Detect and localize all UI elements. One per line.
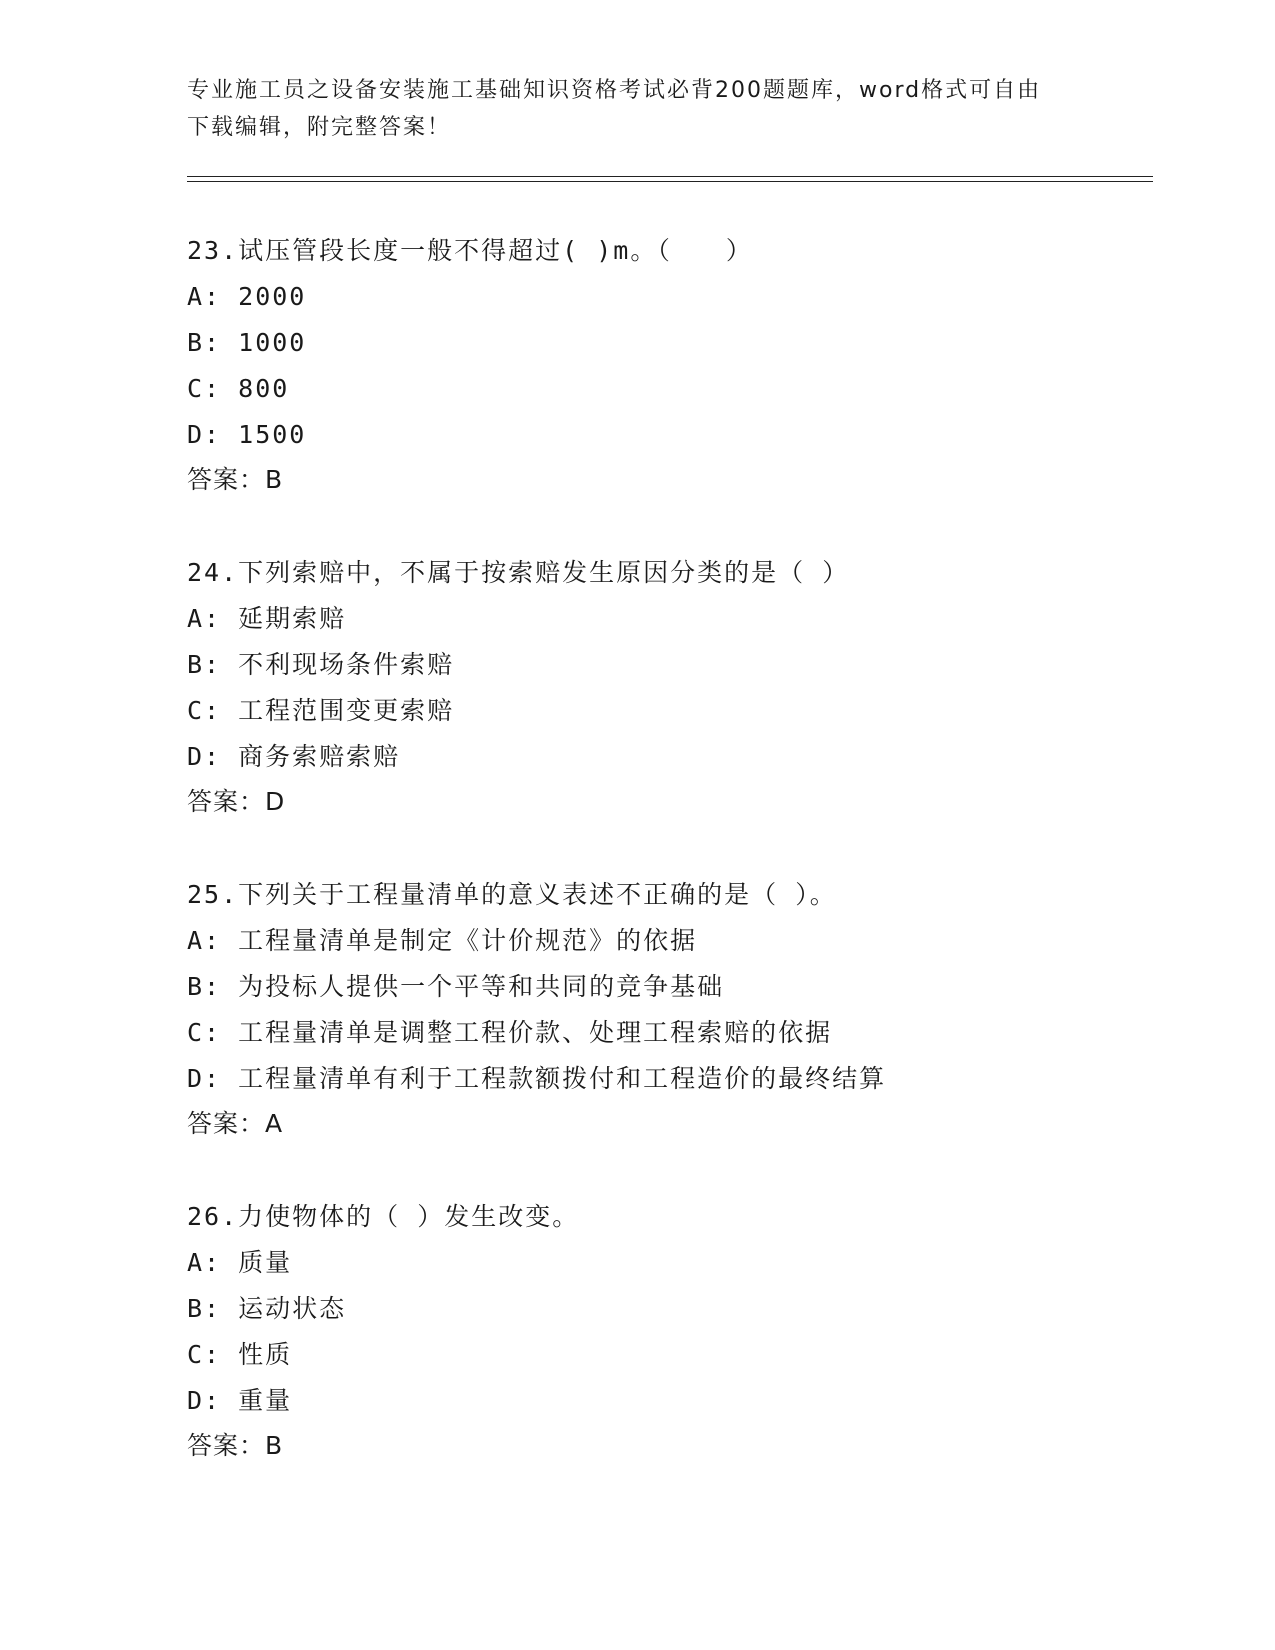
question-title: 23.试压管段长度一般不得超过( )m。（ ） — [187, 236, 753, 265]
header-divider-bottom — [187, 181, 1153, 182]
question-25 — [187, 872, 1187, 1146]
option-c: C: 工程范围变更索赔 — [187, 696, 455, 725]
question-title: 24.下列索赔中，不属于按索赔发生原因分类的是（ ） — [187, 558, 850, 587]
answer: 答案：B — [187, 465, 284, 494]
question-24 — [187, 550, 1187, 824]
option-a: A: 工程量清单是制定《计价规范》的依据 — [187, 926, 698, 955]
option-b: B: 1000 — [187, 328, 307, 357]
option-a: A: 质量 — [187, 1248, 293, 1277]
option-d: D: 重量 — [187, 1386, 293, 1415]
header-line-2: 下载编辑，附完整答案！ — [187, 115, 452, 140]
option-d: D: 商务索赔索赔 — [187, 742, 401, 771]
option-d: D: 工程量清单有利于工程款额拨付和工程造价的最终结算 — [187, 1064, 887, 1093]
answer: 答案：A — [187, 1109, 284, 1138]
answer: 答案：D — [187, 787, 286, 816]
option-c: C: 性质 — [187, 1340, 293, 1369]
document-header — [187, 72, 1087, 146]
option-b: B: 不利现场条件索赔 — [187, 650, 455, 679]
header-line-1: 专业施工员之设备安装施工基础知识资格考试必背200题题库，word格式可自由 — [187, 78, 1042, 103]
question-title: 25.下列关于工程量清单的意义表述不正确的是（ ）。 — [187, 880, 837, 909]
option-c: C: 工程量清单是调整工程价款、处理工程索赔的依据 — [187, 1018, 833, 1047]
question-23 — [187, 228, 1187, 502]
option-b: B: 为投标人提供一个平等和共同的竞争基础 — [187, 972, 725, 1001]
option-d: D: 1500 — [187, 420, 307, 449]
question-title: 26.力使物体的（ ）发生改变。 — [187, 1202, 580, 1231]
header-divider-top — [187, 176, 1153, 177]
option-a: A: 延期索赔 — [187, 604, 347, 633]
option-a: A: 2000 — [187, 282, 307, 311]
question-26 — [187, 1194, 1187, 1468]
option-b: B: 运动状态 — [187, 1294, 347, 1323]
answer: 答案：B — [187, 1431, 284, 1460]
option-c: C: 800 — [187, 374, 290, 403]
